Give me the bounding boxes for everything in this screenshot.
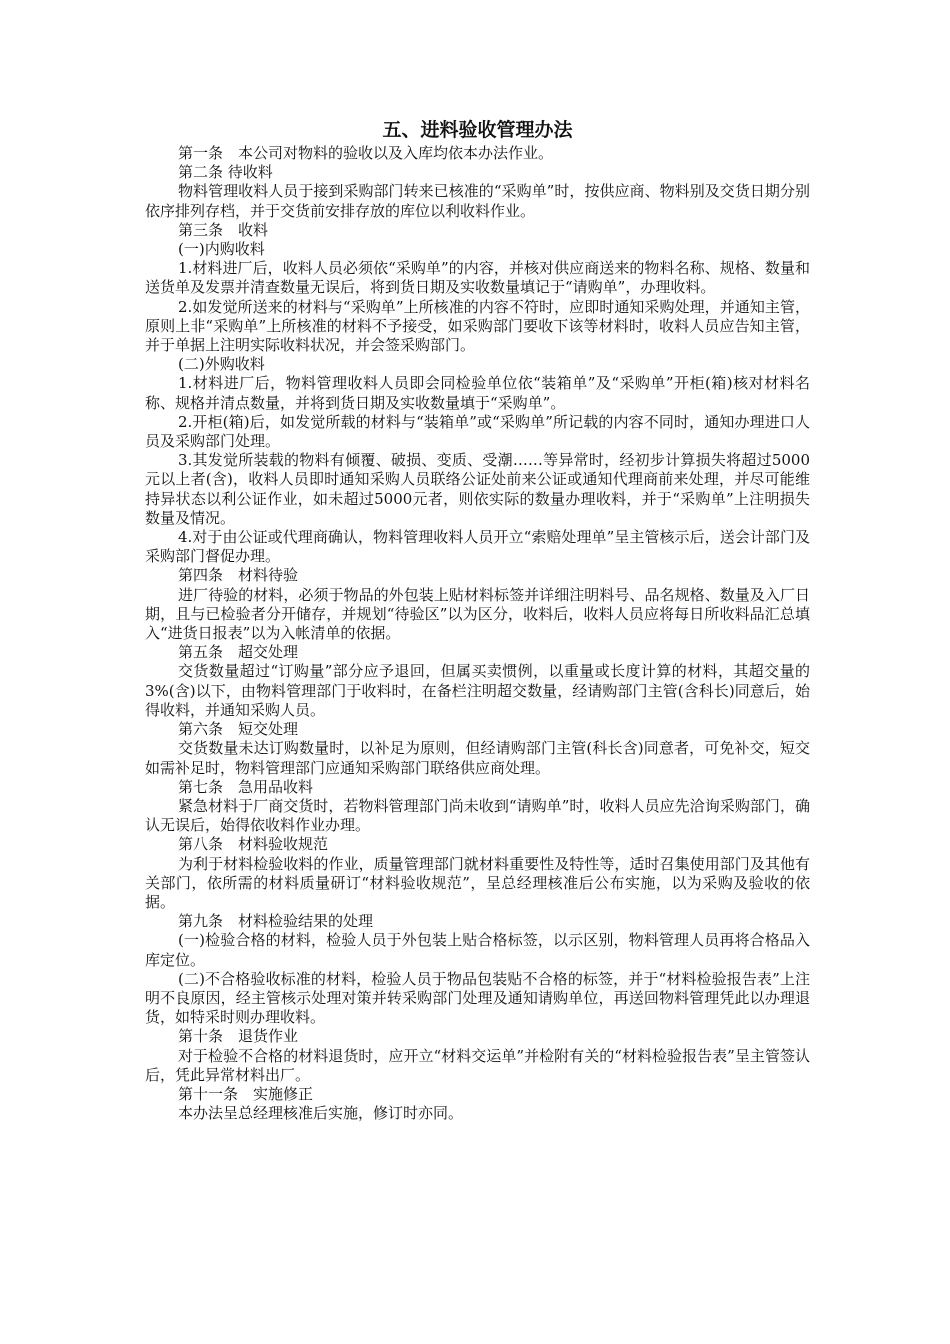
document-page [145, 118, 810, 1123]
paragraph: 3.其发觉所装载的物料有倾覆、破损、变质、受潮……等异常时，经初步计算损失将超过5000元以上者(含)，收料人员即时通知采购人员联络公证处前来公证或通知代理商前来处理，并尽可能维持异状态以利公证作业，如未超过5000元者，则依实际的数量办理收料，并于“采购单”上注明损失数量及情况。 [145, 451, 810, 527]
paragraph: 4.对于由公证或代理商确认，物料管理收料人员开立“索赔处理单”呈主管核示后，送会计部门及采购部门督促办理。 [145, 528, 810, 566]
section-heading: 第十条 退货作业 [178, 1027, 299, 1046]
paragraph: 紧急材料于厂商交货时，若物料管理部门尚未收到“请购单”时，收料人员应先洽询采购部门，确认无误后，始得依收料作业办理。 [145, 796, 810, 835]
section-heading: 第六条 短交处理 [178, 720, 299, 739]
section-heading: 第九条 材料检验结果的处理 [178, 912, 374, 931]
paragraph: 2.开柜(箱)后，如发觉所载的材料与“装箱单”或“采购单”所记载的内容不同时，通知办理进口人员及采购部门处理。 [145, 412, 810, 451]
paragraph: 交货数量超过“订购量”部分应予退回，但属买卖惯例，以重量或长度计算的材料，其超交量的3%(含)以下，由物料管理部门于收料时，在备栏注明超交数量，经请购部门主管(含科长)同意后，始得收料，并通知采购人员。 [145, 662, 810, 719]
paragraph: 2.如发觉所送来的材料与“采购单”上所核准的内容不符时，应即时通知采购处理，并通知主管，原则上非“采购单”上所核准的材料不予接受，如采购部门要收下该等材料时，收料人员应告知主管，并于单据上注明实际收料状况，并会签采购部门。 [145, 297, 810, 355]
paragraph: 第一条 本公司对物料的验收以及入库均依本办法作业。 [178, 144, 554, 162]
paragraph: 为利于材料检验收料的作业，质量管理部门就材料重要性及特性等，适时召集使用部门及其他有关部门，依所需的材料质量研订“材料验收规范”，呈总经理核准后公布实施，以为采购及验收的依据。 [145, 854, 810, 911]
subsection-heading: (二)外购收料 [178, 355, 265, 374]
section-heading: 第三条 收料 [178, 220, 269, 239]
paragraph: (一)检验合格的材料，检验人员于外包装上贴合格标签，以示区别，物料管理人员再将合格品入库定位。 [145, 931, 810, 969]
paragraph: 1.材料进厂后，收料人员必须依“采购单”的内容，并核对供应商送来的物料名称、规格、数量和送货单及发票并清查数量无误后，将到货日期及实收数量填记于“请购单”，办理收料。 [145, 259, 810, 297]
subsection-heading: (一)内购收料 [178, 240, 265, 259]
paragraph: 交货数量未达订购数量时，以补足为原则，但经请购部门主管(科长含)同意者，可免补交，短交如需补足时，物料管理部门应通知采购部门联络供应商处理。 [145, 739, 810, 777]
paragraph: (二)不合格验收标准的材料，检验人员于物品包装贴不合格的标签，并于“材料检验报告表”上注明不良原因，经主管核示处理对策并转采购部门处理及通知请购单位，再送回物料管理凭此以办理退货，如特采时则办理收料。 [145, 969, 810, 1027]
section-heading: 第七条 急用品收料 [178, 777, 314, 796]
section-heading: 第二条 待收料 [178, 163, 273, 182]
paragraph: 本办法呈总经理核准后实施，修订时亦同。 [178, 1104, 464, 1123]
section-heading: 第五条 超交处理 [178, 643, 299, 662]
paragraph: 物料管理收料人员于接到采购部门转来已核准的“采购单”时，按供应商、物料别及交货日期分别依序排列存档，并于交货前安排存放的库位以利收料作业。 [145, 182, 810, 220]
document-title: 五、进料验收管理办法 [382, 119, 573, 141]
section-heading: 第四条 材料待验 [178, 566, 299, 585]
paragraph: 对于检验不合格的材料退货时，应开立“材料交运单”并检附有关的“材料检验报告表”呈主管签认后，凭此异常材料出厂。 [145, 1046, 810, 1084]
section-heading: 第十一条 实施修正 [178, 1084, 314, 1103]
paragraph: 进厂待验的材料，必须于物品的外包装上贴材料标签并详细注明料号、品名规格、数量及入厂日期，且与已检验者分开储存，并规划“待验区”以为区分，收料后，收料人员应将每日所收料品汇总填入“进货日报表”以为入帐清单的依据。 [145, 585, 810, 643]
paragraph: 1.材料进厂后，物料管理收料人员即会同检验单位依“装箱单”及“采购单”开柜(箱)核对材料名称、规格并清点数量，并将到货日期及实收数量填于“采购单”。 [145, 374, 810, 412]
section-heading: 第八条 材料验收规范 [178, 835, 329, 854]
